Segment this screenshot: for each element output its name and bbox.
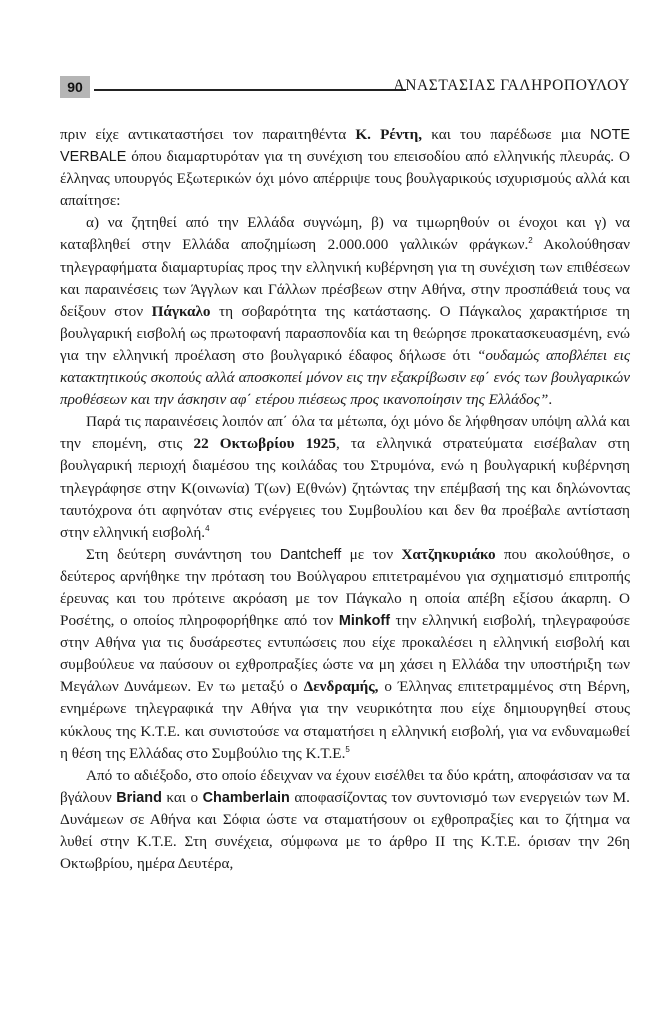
name-pangalos: Πάγκαλο [151,302,211,320]
footnote-ref-4: 4 [205,523,210,533]
body-text [60,124,630,875]
footnote-ref-5: 5 [345,744,350,754]
paragraph-1: πριν είχε αντικαταστήσει τον παραιτηθέντα Κ. Ρέντη, και του παρέδωσε μια NOTE VERBALE όπου διαμαρτυρόταν για τη συνέχιση του επεισοδίου από ελληνικής πλευράς. Ο έλληνας υπουργός Εξωτερικών όχι μόνο απέρριψε τους βουλγαρικούς ισχυρισμούς αλλά και απαίτησε: [60,126,631,210]
name-briand: Briand [116,789,162,806]
paragraph-2: α) να ζητηθεί από την Ελλάδα συγνώμη, β) να τιμωρηθούν οι ένοχοι και γ) να καταβληθεί στην Ελλάδα αποζημίωση 2.000.000 γαλλικών φράγκων.$^2$ Ακολούθησαν τηλεγραφήματα διαμαρτυρίας προς την ελληνική κυβέρνηση για τη συνέχιση των επιθέσεων και παραινέσεις των Άγγλων και Γάλλων πρέσβεων στην Αθήνα, στην προσπάθειά τους να δείξουν στον Πάγκαλο τη σοβαρότητα της κατάστασης. Ο Πάγκαλος χαρακτήρισε τη βουλγαρική εισβολή ως πρωτοφανή παρασπονδία και τη θεώρησε προκατασκευασμένη, ενώ για την ελληνική προέλαση στο βουλγαρικό έδαφος δήλωσε ότι “ουδαμώς αποβλέπει εις κατακτητικούς σκοπούς αλλά αποσκοπεί μόνον εις την εξακρίβωσιν εφ΄ ενός των βουλγαρικών προθέσεων και την άσκησιν αφ΄ ετέρου πιέσεως προς ικανοποίησιν της Ελλάδος”. [60,214,631,409]
name-chamberlain: Chamberlain [202,789,290,806]
running-head: ΑΝΑΣΤΑΣΙΑΣ ΓΑΛΗΡΟΠΟΥΛΟΥ [393,77,630,94]
header-rule [94,89,406,91]
name-rentis: Κ. Ρέντη, [355,126,423,143]
page-number: 90 [60,76,90,98]
date-bold: 22 Οκτωβρίου 1925 [193,435,336,453]
paragraph-5: Από το αδιέξοδο, στο οποίο έδειχναν να έχουν εισέλθει τα δύο κράτη, αποφάσισαν να τα βγάλουν Briand και ο Chamberlain αποφασίζοντας τον συντονισμό των ενεργειών των Μ. Δυνάμεων σε Αθήνα και Σόφια ώστε να σταματήσουν οι εχθροπραξίες και το ζήτημα να λυθεί στην Κ.Τ.Ε. Στη συνέχεια, σύμφωνα με το άρθρο ΙΙ της Κ.Τ.Ε. όρισαν την 26η Οκτωβρίου, ημέρα Δευτέρα, [60,766,630,873]
paragraph-3: Παρά τις παραινέσεις λοιπόν απ΄ όλα τα μέτωπα, όχι μόνο δε λήφθησαν υπόψη αλλά και την επομένη, στις 22 Οκτωβρίου 1925, τα ελληνικά στρατεύματα εισέβαλαν στη βουλγαρική περιοχή διαμέσου της κοιλάδας του Στρυμόνα, ενώ η βουλγαρική κυβέρνηση τηλεγράφησε στην Κ(οινωνία) Τ(ων) Ε(θνών) ζητώντας την επέμβασή της και δηλώνοντας ταυτόχρονα ότι αφηνόταν στις ενέργειες του Συμβουλίου και δεν θα προέβαλε αντίσταση στην ελληνική εισβολή.$^4$ [60,413,630,541]
name-minkoff: Minkoff [338,613,390,630]
quotation: “ουδαμώς αποβλέπει εις κατακτητικούς σκοπούς αλλά αποσκοπεί μόνον εις την εξακρίβωσιν εφ΄ ενός των βουλγαρικών προθέσεων και την άσκησιν αφ΄ ετέρου πιέσεως προς ικανοποίησιν της Ελλάδος” [60,346,631,409]
name-dendramis: Δενδραμής, [303,678,379,696]
name-dantcheff: Dantcheff [279,546,342,563]
name-chatzikyriakos: Χατζηκυριάκο [401,545,496,563]
page-header [60,76,630,100]
paragraph-4: Στη δεύτερη συνάντηση του Dantcheff με τον Χατζηκυριάκο που ακολούθησε, ο δεύτερος αρνήθηκε την πρόταση του Βούλγαρου επιτετραμένου για σχηματισμό επιτροπής έρευνας και του πρότεινε ακρόαση με τον Πάγκαλο η οποία απέβη εξίσου άκαρπη. Ο Ροσέτης, ο οποίος πληροφορήθηκε από τον Minkoff την ελληνική εισβολή, τηλεγραφούσε στην Αθήνα για τις δυσάρεστες εντυπώσεις που είχε προκαλέσει η ελληνική εισβολή και συμβούλευε να παύσουν οι εχθροπραξίες ώστε να μη χάσει η Ελλάδα την υποστήριξη των Μεγάλων Δυνάμεων. Εν τω μεταξύ ο Δενδραμής, ο Έλληνας επιτετραμμένος στη Βέρνη, ενημέρωνε τηλεγραφικά την Αθήνα για την νευρικότητα που είχε δημιουργηθεί στους κύκλους της Κ.Τ.Ε. και συνιστούσε να σταματήσει η ελληνική εισβολή, για να ενδυναμωθεί η θέση της Ελλάδας στο Συμβούλιο της Κ.Τ.Ε.$^5$ [60,545,630,762]
note-verbale: NOTE VERBALE [60,127,631,166]
footnote-ref-2: 2 [528,236,533,246]
